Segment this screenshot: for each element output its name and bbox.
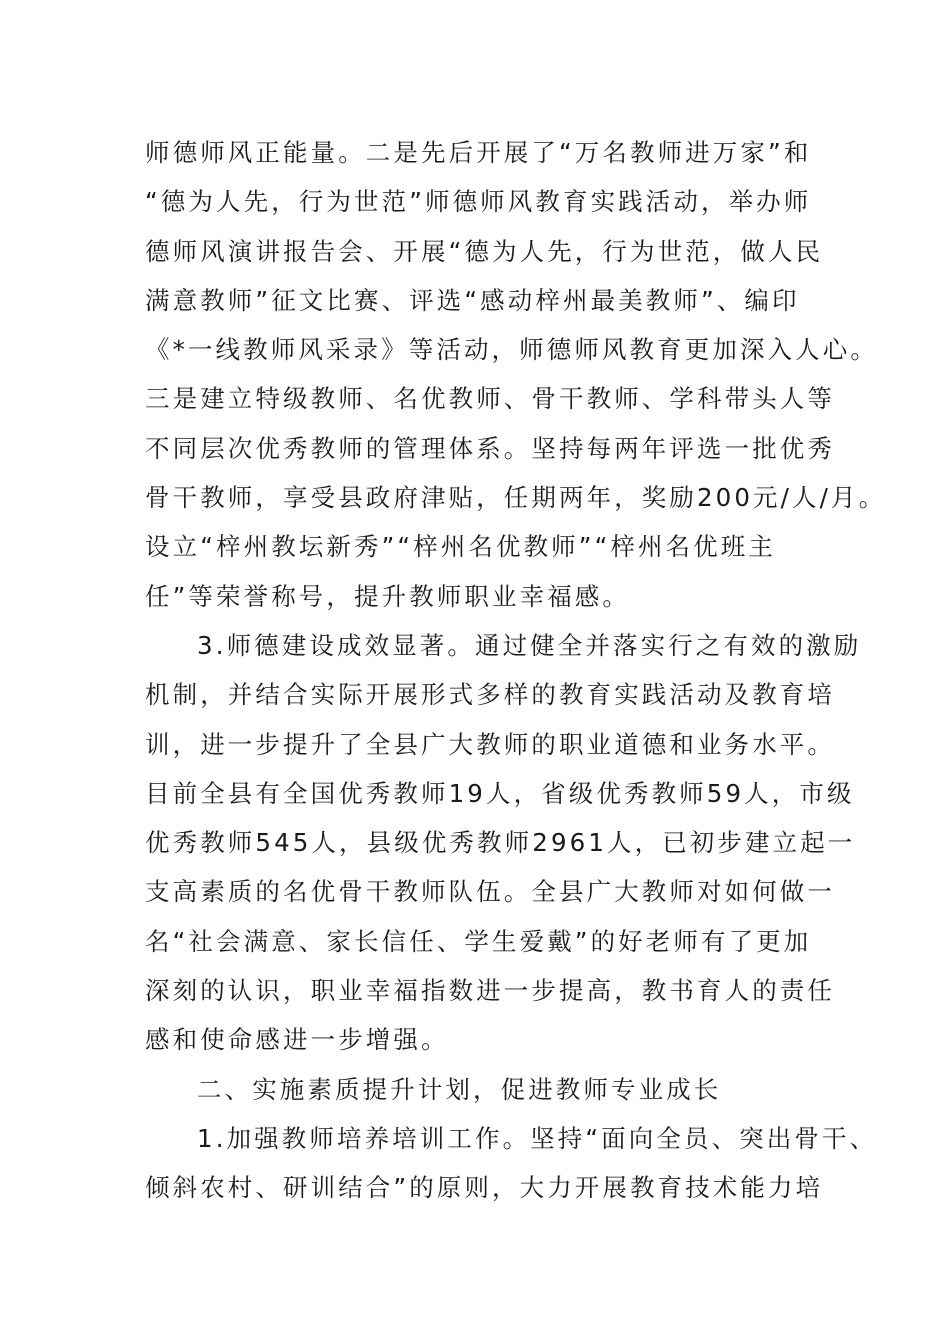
- paragraph-start-line: 3.师德建设成效显著。通过健全并落实行之有效的激励: [197, 630, 862, 660]
- text-line: 《*一线教师风采录》等活动，师德师风教育更加深入人心。: [145, 335, 878, 365]
- text-line: 训，进一步提升了全县广大教师的职业道德和业务水平。: [145, 729, 835, 759]
- text-line: 优秀教师545人，县级优秀教师2961人，已初步建立起一: [145, 828, 856, 858]
- text-line: 目前全县有全国优秀教师19人，省级优秀教师59人，市级: [145, 778, 855, 808]
- text-line: 机制，并结合实际开展形式多样的教育实践活动及教育培: [145, 680, 835, 710]
- paragraph-start-line: 1.加强教师培养培训工作。坚持“面向全员、突出骨干、: [197, 1123, 878, 1153]
- text-line: 倾斜农村、研训结合”的原则，大力开展教育技术能力培: [145, 1173, 824, 1203]
- text-line: 师德师风正能量。二是先后开展了“万名教师进万家”和: [145, 138, 812, 167]
- section-heading: 二、实施素质提升计划，促进教师专业成长: [197, 1074, 722, 1104]
- text-line: 德师风演讲报告会、开展“德为人先，行为世范，做人民: [145, 236, 824, 266]
- text-line: 名“社会满意、家长信任、学生爱戴”的好老师有了更加: [145, 926, 812, 956]
- text-line: 设立“梓州教坛新秀”“梓州名优教师”“梓州名优班主: [145, 532, 776, 562]
- text-line: 支高素质的名优骨干教师队伍。全县广大教师对如何做一: [145, 877, 835, 907]
- text-line: “德为人先，行为世范”师德师风教育实践活动，举办师: [145, 187, 812, 217]
- text-line: 不同层次优秀教师的管理体系。坚持每两年评选一批优秀: [145, 433, 835, 463]
- text-line: 任”等荣誉称号，提升教师职业幸福感。: [145, 581, 630, 611]
- document-body: [145, 128, 887, 1213]
- text-line: 骨干教师，享受县政府津贴，任期两年，奖励200元/人/月。: [145, 483, 887, 513]
- text-line: 满意教师”征文比赛、评选“感动梓州最美教师”、编印: [145, 285, 800, 315]
- text-line: 三是建立特级教师、名优教师、骨干教师、学科带头人等: [145, 384, 835, 414]
- text-line: 感和使命感进一步增强。: [145, 1025, 449, 1055]
- text-line: 深刻的认识，职业幸福指数进一步提高，教书育人的责任: [145, 976, 835, 1006]
